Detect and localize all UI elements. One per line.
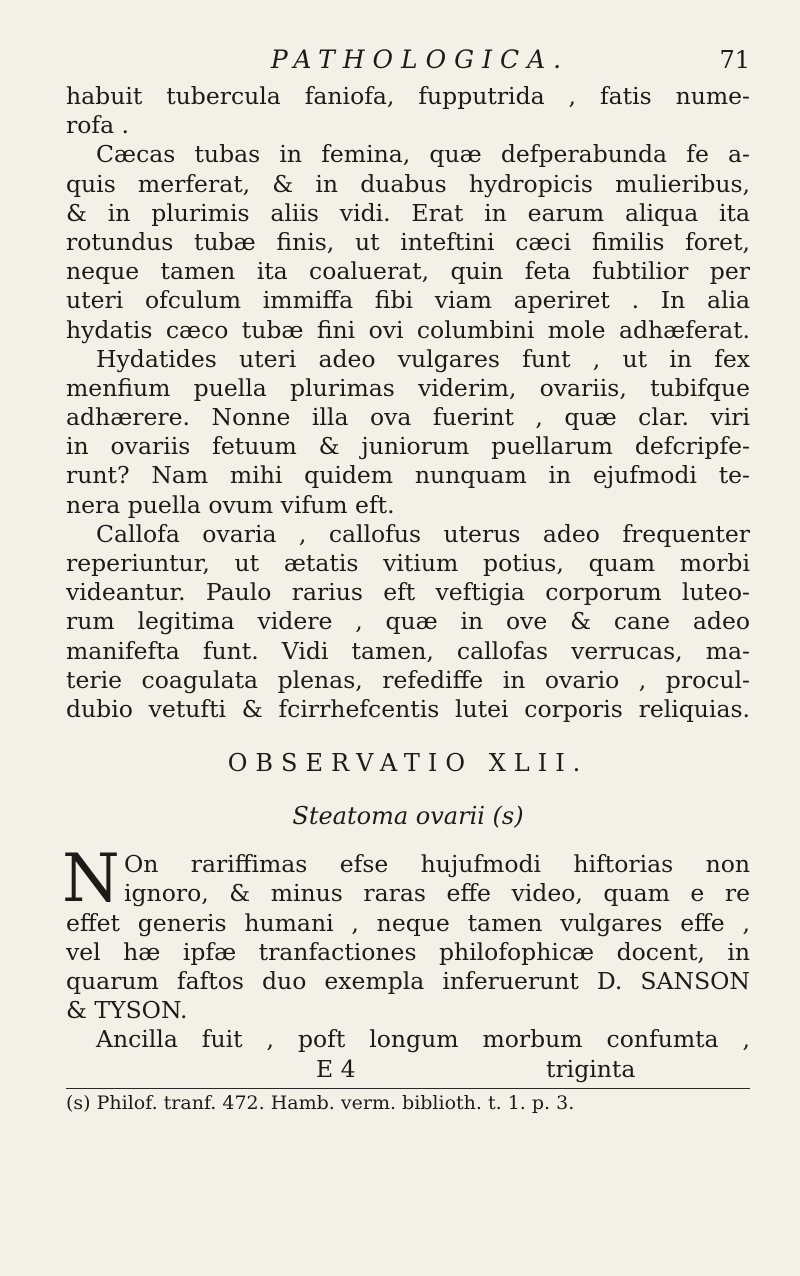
catchline xyxy=(66,1054,750,1084)
text-line: rofa . xyxy=(66,111,130,140)
text-line: nera puella ovum vifum eft. xyxy=(66,490,395,519)
text-line: Callofa ovaria , callofus uterus adeo frequenter xyxy=(96,519,750,548)
signature-mark: E 4 xyxy=(316,1055,356,1084)
text-line: quarum faftos duo exempla inferuerunt D. SANSON xyxy=(66,966,750,995)
text-line: rotundus tubæ finis, ut inteftini cæci fimilis foret, xyxy=(66,227,750,256)
drop-cap: N xyxy=(62,840,120,918)
text-line: habuit tubercula faniofa, fupputrida , fatis nume- xyxy=(66,82,750,110)
text-line: Hydatides uteri adeo vulgares funt , ut in fex xyxy=(96,344,750,373)
text-line: On rariffimas efse hujufmodi hiftorias non xyxy=(124,850,750,879)
text-line: effet generis humani , neque tamen vulgares effe , xyxy=(66,908,750,937)
paragraph-ancilla xyxy=(66,1025,750,1054)
text-line: runt? Nam mihi quidem nunquam in ejufmodi te- xyxy=(66,461,750,490)
text-line: neque tamen ita coaluerat, quin feta fubtilior per xyxy=(66,257,750,286)
observatio-heading: OBSERVATIO XLII. xyxy=(227,749,589,778)
paragraph-hydatides xyxy=(66,345,750,520)
text-line: dubio vetufti & fcirrhefcentis lutei corporis reliquias. xyxy=(66,694,750,723)
observatio-subtitle: Steatoma ovarii (s) xyxy=(292,802,524,831)
paragraph-non-rarissimas xyxy=(62,840,750,1025)
text-line: uteri ofculum immiffa fibi viam aperiret . In alia xyxy=(66,286,750,315)
text-line: videantur. Paulo rarius eft veftigia corporum luteo- xyxy=(66,578,750,607)
text-line: Cæcas tubas in femina, quæ defperabunda fe a- xyxy=(96,140,750,169)
page-number: 71 xyxy=(719,46,750,74)
paragraph-callosa-ovaria xyxy=(66,520,750,724)
text-line: vel hæ ipfæ tranfactiones philofophicæ docent, in xyxy=(66,937,750,966)
running-head xyxy=(66,38,750,82)
footnote: (s) Philof. tranf. 472. Hamb. verm. biblioth. t. 1. p. 3. xyxy=(66,1092,575,1115)
text-line: manifefta funt. Vidi tamen, callofas verrucas, ma- xyxy=(66,636,750,665)
text-line: Ancilla fuit , poft longum morbum confumta , xyxy=(96,1025,750,1054)
running-title: PATHOLOGICA. xyxy=(270,45,570,74)
text-line: in ovariis fetuum & juniorum puellarum defcripfe- xyxy=(66,432,750,461)
text-line: rum legitima videre , quæ in ove & cane adeo xyxy=(66,607,750,636)
text-line: quis merferat, & in duabus hydropicis mulieribus, xyxy=(66,169,750,198)
paragraph-tubercula xyxy=(66,82,750,140)
text-line: adhærere. Nonne illa ova fuerint , quæ clar. viri xyxy=(66,403,750,432)
text-line: & in plurimis aliis vidi. Erat in earum aliqua ita xyxy=(66,198,750,227)
text-line: menfium puella plurimas viderim, ovariis, tubifque xyxy=(66,373,750,402)
text-line: & TYSON. xyxy=(66,996,188,1025)
catchword: triginta xyxy=(546,1055,636,1084)
text-line: hydatis cæco tubæ fini ovi columbini mole adhæferat. xyxy=(66,315,750,344)
paragraph-caecas-tubas xyxy=(66,140,750,344)
text-line: reperiuntur, ut ætatis vitium potius, quam morbi xyxy=(66,549,750,577)
text-line: terie coagulata plenas, refediffe in ovario , procul- xyxy=(66,665,750,694)
text-line: ignoro, & minus raras effe video, quam e re xyxy=(124,879,750,908)
